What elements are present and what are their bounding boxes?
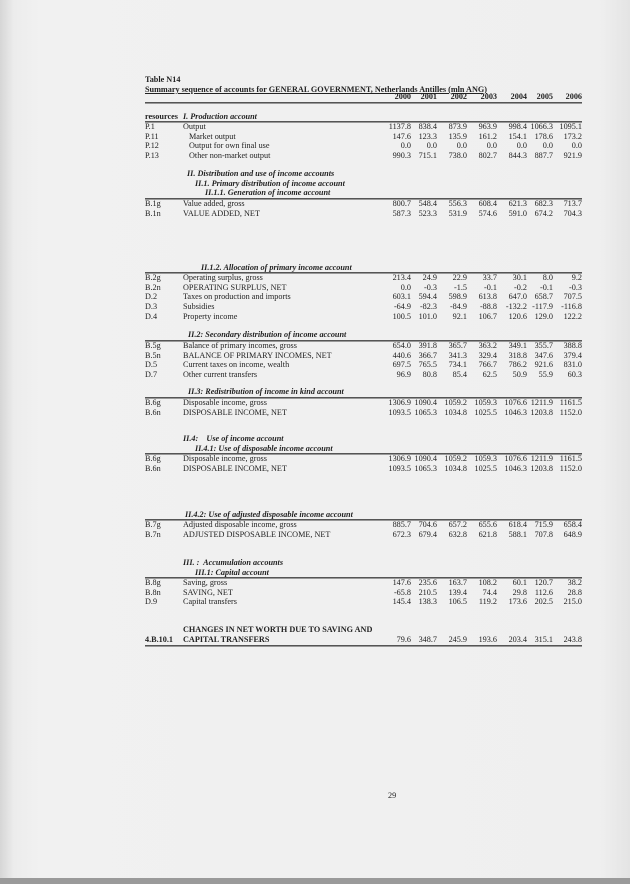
row-value: 613.8 <box>478 292 497 302</box>
row-label: Market output <box>189 131 236 141</box>
row-value: 802.7 <box>478 151 497 161</box>
row-label: Subsidies <box>183 302 215 312</box>
row-value: 1046.3 <box>504 463 527 473</box>
table-title: Summary sequence of accounts for GENERAL GOVERNMENT, Netherlands Antilles (mln ANG) <box>145 85 487 94</box>
row-value: 1203.8 <box>530 407 553 417</box>
row-code: B.2n <box>145 282 161 292</box>
row-value: 672.3 <box>392 529 411 539</box>
row-value: -1.5 <box>454 282 467 292</box>
year-header: 2003 <box>480 92 497 101</box>
row-value: 1076.6 <box>504 398 527 407</box>
row-value: 8.0 <box>542 273 553 282</box>
row-value: 112.6 <box>534 587 553 597</box>
row-label: BALANCE OF PRIMARY INCOMES, NET <box>183 350 332 360</box>
row-value: 548.4 <box>418 199 437 208</box>
row-value: 341.3 <box>448 350 467 360</box>
row-value: 1137.8 <box>388 122 411 131</box>
row-value: 1076.6 <box>504 454 527 463</box>
row-value: 1211.9 <box>530 454 553 463</box>
row-value: 523.3 <box>418 208 437 218</box>
row-value: 120.7 <box>534 578 553 587</box>
row-value: 106.7 <box>478 311 497 321</box>
row-value: 1093.5 <box>388 407 411 417</box>
row-code: B.5g <box>145 341 161 350</box>
total-value: 79.6 <box>396 635 411 644</box>
row-code: B.6g <box>145 398 161 407</box>
row-value: 921.9 <box>563 151 582 161</box>
row-value: 9.2 <box>571 273 582 282</box>
row-value: 123.3 <box>418 131 437 141</box>
total-value: 245.9 <box>448 635 467 644</box>
row-value: 1093.5 <box>388 463 411 473</box>
row-value: 608.4 <box>478 199 497 208</box>
row-value: 658.4 <box>563 520 582 529</box>
row-value: 800.7 <box>392 199 411 208</box>
section-heading: II.1.1. Generation of income account <box>205 188 331 197</box>
row-value: 355.7 <box>534 341 553 350</box>
row-value: 603.1 <box>392 292 411 302</box>
row-value: 365.7 <box>448 341 467 350</box>
row-value: 786.2 <box>508 360 527 370</box>
row-value: 574.6 <box>478 208 497 218</box>
row-value: 120.6 <box>508 311 527 321</box>
section-heading: II.1.2. Allocation of primary income account <box>201 263 352 272</box>
row-value: 138.3 <box>418 597 437 607</box>
row-value: 38.2 <box>567 578 582 587</box>
row-value: 707.5 <box>563 292 582 302</box>
row-value: 1065.3 <box>414 407 437 417</box>
row-value: 0.0 <box>400 282 411 292</box>
row-value: -0.3 <box>569 282 582 292</box>
row-value: 1161.5 <box>559 454 582 463</box>
row-value: 618.4 <box>508 520 527 529</box>
row-value: 147.6 <box>392 578 411 587</box>
row-value: 682.3 <box>534 199 553 208</box>
row-value: 704.3 <box>563 208 582 218</box>
row-value: 329.4 <box>478 350 497 360</box>
row-label: Saving, gross <box>183 578 228 587</box>
row-value: 0.0 <box>516 141 527 151</box>
section-code-heading: resources <box>145 112 178 121</box>
year-header: 2004 <box>510 92 527 101</box>
row-value: 655.6 <box>478 520 497 529</box>
row-value: 60.1 <box>512 578 527 587</box>
row-value: 1306.9 <box>388 398 411 407</box>
row-value: 363.2 <box>478 341 497 350</box>
row-value: 738.0 <box>448 151 467 161</box>
row-value: 1095.1 <box>559 122 582 131</box>
row-value: 74.4 <box>482 587 497 597</box>
row-value: 531.9 <box>448 208 467 218</box>
row-label: OPERATING SURPLUS, NET <box>183 282 287 292</box>
row-code: P.12 <box>145 141 159 151</box>
row-value: 119.2 <box>478 597 497 607</box>
row-value: 1203.8 <box>530 463 553 473</box>
row-label: Output <box>183 122 206 131</box>
row-code: D.7 <box>145 370 158 380</box>
total-value: 243.8 <box>563 635 582 644</box>
year-header: 2002 <box>450 92 467 101</box>
row-value: 1161.5 <box>559 398 582 407</box>
total-rule <box>145 645 582 647</box>
row-value: 990.3 <box>392 151 411 161</box>
row-value: 318.8 <box>508 350 527 360</box>
row-value: 0.0 <box>456 141 467 151</box>
scan-edge <box>0 878 630 884</box>
row-value: 379.4 <box>563 350 582 360</box>
row-value: 1059.3 <box>474 454 497 463</box>
row-label: Other current transfers <box>183 370 258 380</box>
row-value: 1066.3 <box>530 122 553 131</box>
row-value: 707.8 <box>534 529 553 539</box>
row-label: Operating surplus, gross <box>183 273 263 282</box>
row-value: 715.1 <box>418 151 437 161</box>
row-code: B.1n <box>145 208 161 218</box>
row-value: 173.6 <box>508 597 527 607</box>
row-label: Output for own final use <box>189 141 270 151</box>
row-value: 1025.5 <box>474 463 497 473</box>
total-value: 348.7 <box>418 635 437 644</box>
row-label: DISPOSABLE INCOME, NET <box>183 407 287 417</box>
row-value: 101.0 <box>418 311 437 321</box>
row-value: 0.0 <box>542 141 553 151</box>
row-code: B.5n <box>145 350 161 360</box>
row-value: -0.3 <box>424 282 437 292</box>
row-value: 391.8 <box>418 341 437 350</box>
row-value: 873.9 <box>448 122 467 131</box>
total-value: 315.1 <box>534 635 553 644</box>
row-code: B.6n <box>145 463 161 473</box>
row-value: 106.5 <box>448 597 467 607</box>
row-value: 22.9 <box>452 273 467 282</box>
row-code: D.9 <box>145 597 158 607</box>
year-header: 2006 <box>565 92 582 101</box>
row-code: B.1g <box>145 199 161 208</box>
row-value: 147.6 <box>392 131 411 141</box>
row-label: VALUE ADDED, NET <box>183 208 260 218</box>
row-value: -84.9 <box>449 302 467 312</box>
row-value: -117.9 <box>532 302 553 312</box>
row-value: -88.8 <box>479 302 497 312</box>
row-value: 100.5 <box>392 311 411 321</box>
row-code: B.8g <box>145 578 161 587</box>
row-value: 388.8 <box>563 341 582 350</box>
section-heading: III.1: Capital account <box>195 568 269 577</box>
row-label: Adjusted disposable income, gross <box>183 520 297 529</box>
row-value: 1034.8 <box>444 463 467 473</box>
row-value: 1211.9 <box>530 398 553 407</box>
row-value: 0.0 <box>400 141 411 151</box>
row-code: B.8n <box>145 587 161 597</box>
row-value: 0.0 <box>426 141 437 151</box>
row-value: 713.7 <box>563 199 582 208</box>
row-value: 648.9 <box>563 529 582 539</box>
row-code: D.5 <box>145 360 158 370</box>
row-value: 715.9 <box>534 520 553 529</box>
row-label: Taxes on production and imports <box>183 292 291 302</box>
row-value: 154.1 <box>508 131 527 141</box>
row-value: 213.4 <box>392 273 411 282</box>
row-value: 440.6 <box>392 350 411 360</box>
row-value: 215.0 <box>563 597 582 607</box>
row-label: Capital transfers <box>183 597 237 607</box>
row-value: 1152.0 <box>559 463 582 473</box>
row-value: 887.7 <box>534 151 553 161</box>
row-value: 349.1 <box>508 341 527 350</box>
row-value: -0.1 <box>540 282 553 292</box>
row-value: 765.5 <box>418 360 437 370</box>
section-heading: III. : Accumulation accounts <box>183 558 284 567</box>
row-code: B.6n <box>145 407 161 417</box>
row-value: 647.0 <box>508 292 527 302</box>
row-value: 210.5 <box>418 587 437 597</box>
row-value: 347.6 <box>534 350 553 360</box>
row-value: -82.3 <box>419 302 437 312</box>
total-label-line1: CHANGES IN NET WORTH DUE TO SAVING AND <box>183 625 373 634</box>
row-value: 80.8 <box>422 370 437 380</box>
row-value: 588.1 <box>508 529 527 539</box>
row-value: 1034.8 <box>444 407 467 417</box>
row-value: 0.0 <box>486 141 497 151</box>
row-code: P.13 <box>145 151 159 161</box>
year-header: 2005 <box>536 92 553 101</box>
total-label-line2: CAPITAL TRANSFERS <box>183 635 270 644</box>
row-value: 108.2 <box>478 578 497 587</box>
row-value: 587.3 <box>392 208 411 218</box>
row-label: SAVING, NET <box>183 587 233 597</box>
row-value: 1046.3 <box>504 407 527 417</box>
row-value: 62.5 <box>482 370 497 380</box>
table-id: Table N14 <box>145 75 181 84</box>
section-heading: II.1. Primary distribution of income account <box>195 179 345 188</box>
row-code: P.1 <box>145 122 155 131</box>
row-value: 598.9 <box>448 292 467 302</box>
row-code: B.6g <box>145 454 161 463</box>
total-code: 4.B.10.1 <box>145 635 173 644</box>
row-value: 178.6 <box>534 131 553 141</box>
row-value: 844.3 <box>508 151 527 161</box>
row-value: 1065.3 <box>414 463 437 473</box>
row-value: 55.9 <box>538 370 553 380</box>
row-value: 704.6 <box>418 520 437 529</box>
row-value: 145.4 <box>392 597 411 607</box>
header-rule <box>145 102 582 104</box>
row-value: 654.0 <box>392 341 411 350</box>
year-header: 2001 <box>420 92 437 101</box>
row-value: 92.1 <box>452 311 467 321</box>
row-value: 122.2 <box>563 311 582 321</box>
row-label: Balance of primary incomes, gross <box>183 341 297 350</box>
row-value: 161.2 <box>478 131 497 141</box>
row-label: Value added, gross <box>183 199 245 208</box>
total-value: 193.6 <box>478 635 497 644</box>
row-value: 658.7 <box>534 292 553 302</box>
row-value: 85.4 <box>452 370 467 380</box>
row-value: 173.2 <box>563 131 582 141</box>
row-value: 838.4 <box>418 122 437 131</box>
row-value: 30.1 <box>512 273 527 282</box>
row-value: 1059.3 <box>474 398 497 407</box>
row-value: -132.2 <box>505 302 527 312</box>
row-value: 1306.9 <box>388 454 411 463</box>
row-value: 1152.0 <box>559 407 582 417</box>
row-value: -65.8 <box>393 587 411 597</box>
row-value: 96.9 <box>396 370 411 380</box>
row-code: D.4 <box>145 311 158 321</box>
section-heading: II.2: Secondary distribution of income account <box>188 330 347 339</box>
row-label: ADJUSTED DISPOSABLE INCOME, NET <box>183 529 331 539</box>
year-header: 2000 <box>394 92 411 101</box>
row-value: -116.8 <box>561 302 582 312</box>
row-value: 679.4 <box>418 529 437 539</box>
section-heading: II.3: Redistribution of income in kind account <box>188 387 344 396</box>
section-heading: II.4.1: Use of disposable income account <box>195 444 333 453</box>
section-heading: II. Distribution and use of income accounts <box>187 169 335 178</box>
row-value: 963.9 <box>478 122 497 131</box>
row-label: Other non-market output <box>189 151 271 161</box>
row-value: 0.0 <box>571 141 582 151</box>
row-value: 621.8 <box>478 529 497 539</box>
row-value: 60.3 <box>567 370 582 380</box>
row-value: 921.6 <box>534 360 553 370</box>
row-value: 674.2 <box>534 208 553 218</box>
row-value: 885.7 <box>392 520 411 529</box>
row-label: Disposable income, gross <box>183 454 267 463</box>
row-value: 594.4 <box>418 292 437 302</box>
row-label: Current taxes on income, wealth <box>183 360 290 370</box>
row-value: 135.9 <box>448 131 467 141</box>
row-code: D.2 <box>145 292 158 302</box>
row-value: 1090.4 <box>414 398 437 407</box>
row-value: 1025.5 <box>474 407 497 417</box>
row-value: 50.9 <box>512 370 527 380</box>
row-value: 657.2 <box>448 520 467 529</box>
section-heading: II.4: Use of income account <box>183 434 284 443</box>
section-heading: II.4.2: Use of adjusted disposable income account <box>185 510 353 519</box>
row-value: 632.8 <box>448 529 467 539</box>
row-value: 29.8 <box>512 587 527 597</box>
row-value: -0.2 <box>514 282 527 292</box>
row-value: 591.0 <box>508 208 527 218</box>
row-value: 24.9 <box>422 273 437 282</box>
row-value: 621.3 <box>508 199 527 208</box>
row-code: P.11 <box>145 131 159 141</box>
row-value: 33.7 <box>482 273 497 282</box>
row-value: 139.4 <box>448 587 467 597</box>
row-value: 163.7 <box>448 578 467 587</box>
row-value: 697.5 <box>392 360 411 370</box>
row-value: 1059.2 <box>444 454 467 463</box>
row-code: B.7n <box>145 529 161 539</box>
row-value: 366.7 <box>418 350 437 360</box>
row-value: 129.0 <box>534 311 553 321</box>
total-value: 203.4 <box>508 635 527 644</box>
row-value: 235.6 <box>418 578 437 587</box>
row-value: 998.4 <box>508 122 527 131</box>
row-value: 28.8 <box>567 587 582 597</box>
row-label: Disposable income, gross <box>183 398 267 407</box>
row-value: 556.3 <box>448 199 467 208</box>
page-number: 29 <box>388 791 397 800</box>
row-code: D.3 <box>145 302 158 312</box>
row-value: 1090.4 <box>414 454 437 463</box>
row-code: B.7g <box>145 520 161 529</box>
row-code: B.2g <box>145 273 161 282</box>
row-value: 202.5 <box>534 597 553 607</box>
row-value: 766.7 <box>478 360 497 370</box>
row-value: 831.0 <box>563 360 582 370</box>
row-value: 734.1 <box>448 360 467 370</box>
row-label: Property income <box>183 311 238 321</box>
row-value: -64.9 <box>393 302 411 312</box>
section-heading: I. Production account <box>183 112 257 121</box>
row-value: 1059.2 <box>444 398 467 407</box>
row-value: -0.1 <box>484 282 497 292</box>
row-label: DISPOSABLE INCOME, NET <box>183 463 287 473</box>
